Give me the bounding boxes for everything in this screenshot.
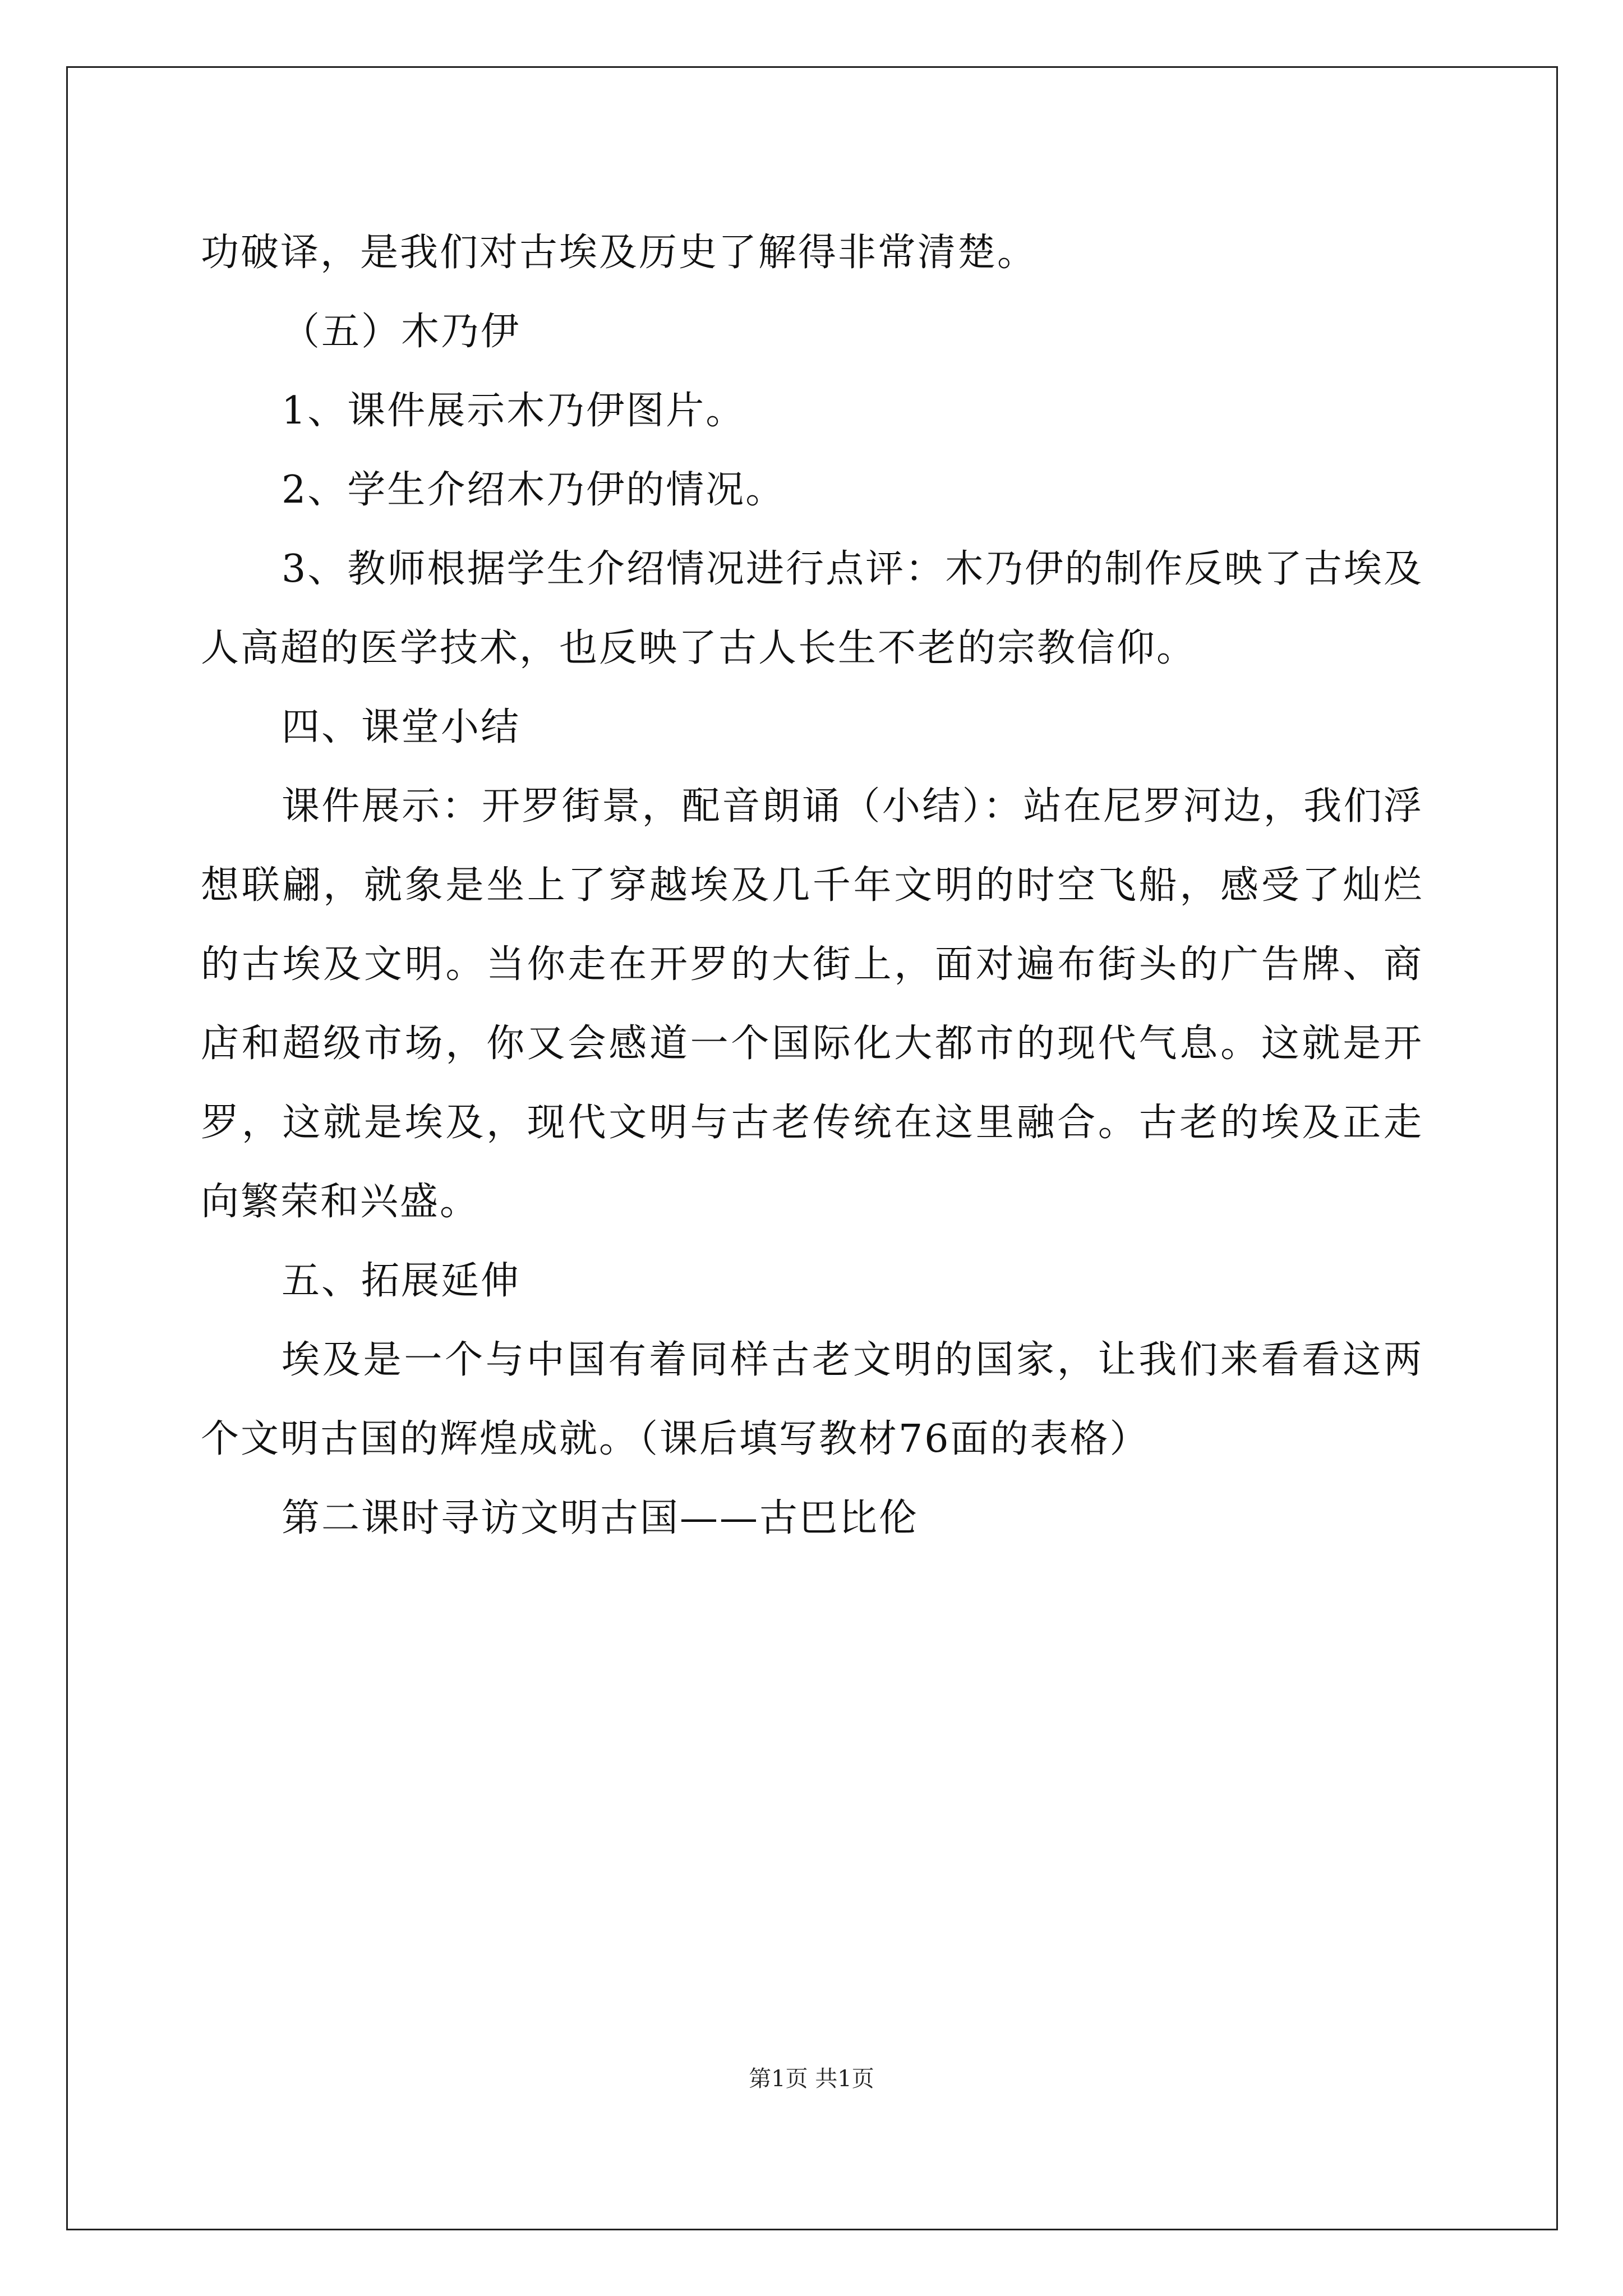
section-heading-extension: 五、拓展延伸 bbox=[282, 1259, 521, 1303]
list-item-3: 3、教师根据学生介绍情况进行点评：木乃伊的制作反映了古埃及人高超的医学技术，也反映了古人长生不老的宗教信仰。 bbox=[201, 547, 1423, 670]
list-item-2: 2、学生介绍木乃伊的情况。 bbox=[282, 468, 786, 512]
lesson-title: 第二课时寻访文明古国——古巴比伦 bbox=[282, 1496, 919, 1540]
section-heading-mummy: （五）木乃伊 bbox=[282, 310, 521, 354]
paragraph-continuation: 功破译，是我们对古埃及历史了解得非常清楚。 bbox=[201, 231, 1038, 275]
paragraph-summary: 课件展示：开罗街景，配音朗诵（小结）：站在尼罗河边，我们浮想联翩，就象是坐上了穿越埃及几千年文明的时空飞船，感受了灿烂的古埃及文明。当你走在开罗的大街上，面对遍布街头的广告牌、商店和超级市场，你又会感道一个国际化大都市的现代气息。这就是开罗，这就是埃及，现代文明与古老传统在这里融合。古老的埃及正走向繁荣和兴盛。 bbox=[201, 784, 1423, 1224]
paragraph-extension: 埃及是一个与中国有着同样古老文明的国家，让我们来看看这两个文明古国的辉煌成就。（课后填写教材76面的表格） bbox=[201, 1338, 1423, 1461]
page-number: 第1页 共1页 bbox=[749, 2066, 874, 2092]
list-item-1: 1、课件展示木乃伊图片。 bbox=[282, 389, 746, 433]
section-heading-summary: 四、课堂小结 bbox=[282, 705, 521, 749]
document-body bbox=[201, 213, 1423, 1558]
